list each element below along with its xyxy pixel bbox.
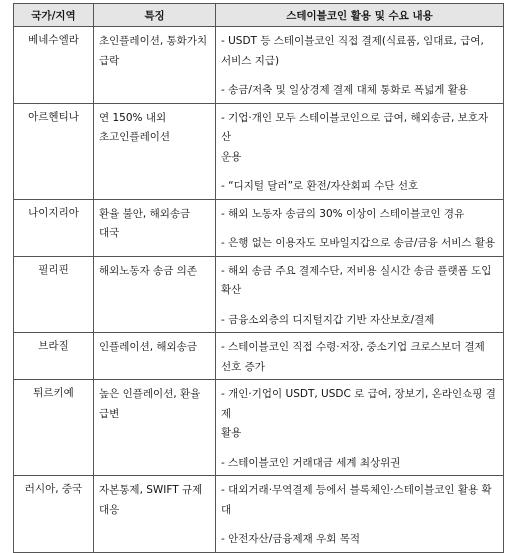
usage-cell [216,199,504,256]
feature-text: 인플레이션, 해외송금 [99,341,197,353]
usage-bullet-text: - “디지털 달러”로 환전/자산회피 수단 선호 [221,180,419,192]
table-row [14,256,504,333]
country-cell: 튀르키예 [14,380,94,476]
usage-cell [216,380,504,476]
usage-bullet-text: - 해외 노동자 송금의 30% 이상이 스테이블코인 경유 [221,207,465,220]
feature-text: 높은 인플레이션, 환율 [99,388,201,400]
table-header-row [14,4,504,27]
feature-text: 연 150% 내외 [99,111,167,124]
usage-bullet-text: - 해외 송금 주요 결제수단, 저비용 실시간 송금 플랫폼 도입 [221,264,492,277]
feature-text: 초고인플레이션 [99,131,171,143]
usage-bullet-text: - 스테이블코인 직접 수령·저장, 중소기업 크로스보더 결제 [221,341,485,353]
feature-cell [94,333,216,380]
table-row [14,27,504,104]
usage-bullet-text: - 개인·기업이 USDT, USDC 로 급여, 장보기, 온라인쇼핑 결제 [221,388,496,420]
table-row [14,476,504,553]
country-cell: 나이지리아 [14,199,94,256]
usage-bullet-text: 활용 [221,427,242,439]
usage-cell [216,103,504,199]
feature-text: 대응 [99,503,120,516]
country-cell: 브라질 [14,333,94,380]
stablecoin-usage-table [13,3,504,553]
usage-bullet-text: 서비스 지급) [221,54,280,67]
usage-bullet-text: - 기업·개인 모두 스테이블코인으로 급여, 해외송금, 보호자산 [221,111,489,143]
feature-cell [94,27,216,104]
usage-bullet-text: 운용 [221,150,242,163]
table-row [14,333,504,380]
header-country: 국가/지역 [14,4,94,27]
usage-bullet-text: - 송금/저축 및 일상경제 결제 대체 통화로 폭넓게 활용 [221,84,469,96]
usage-bullet-text: 확산 [221,284,242,296]
usage-cell [216,333,504,380]
feature-text: 해외노동자 송금 의존 [99,264,197,277]
usage-bullet-text: - 안전자산/금융제재 우회 목적 [221,533,361,545]
country-cell: 러시아, 중국 [14,476,94,553]
usage-bullet-text: - 스테이블코인 거래대금 세계 최상위권 [221,456,401,469]
feature-cell [94,199,216,256]
country-cell: 필리핀 [14,256,94,333]
table-row [14,103,504,199]
feature-text: 대국 [99,227,120,239]
usage-cell [216,476,504,553]
feature-cell [94,476,216,553]
feature-text: 급변 [99,407,120,420]
usage-cell [216,256,504,333]
feature-text: 초인플레이션, 통화가치 [99,35,208,47]
table-row [14,380,504,476]
feature-text: 급락 [99,54,120,67]
table-row [14,199,504,256]
usage-bullet-text: - 대외거래·무역결제 등에서 블록체인·스테이블코인 활용 확대 [221,484,492,516]
usage-cell [216,27,504,104]
usage-bullet-text: 선호 증가 [221,360,265,373]
usage-bullet-text: - USDT 등 스테이블코인 직접 결제(식료품, 임대료, 급여, [221,35,484,47]
feature-cell [94,103,216,199]
feature-cell [94,256,216,333]
feature-text: 환율 불안, 해외송금 [99,207,191,220]
country-cell: 아르헨티나 [14,103,94,199]
header-usage: 스테이블코인 활용 및 수요 내용 [216,4,504,27]
header-feature: 특징 [94,4,216,27]
country-cell: 베네수엘라 [14,27,94,104]
usage-bullet-text: - 금융소외층의 디지털지갑 기반 자산보호/결제 [221,313,435,326]
feature-cell [94,380,216,476]
feature-text: 자본통제, SWIFT 규제 [99,484,203,496]
usage-bullet-text: - 은행 없는 이용자도 모바일지갑으로 송금/금융 서비스 활용 [221,237,496,249]
